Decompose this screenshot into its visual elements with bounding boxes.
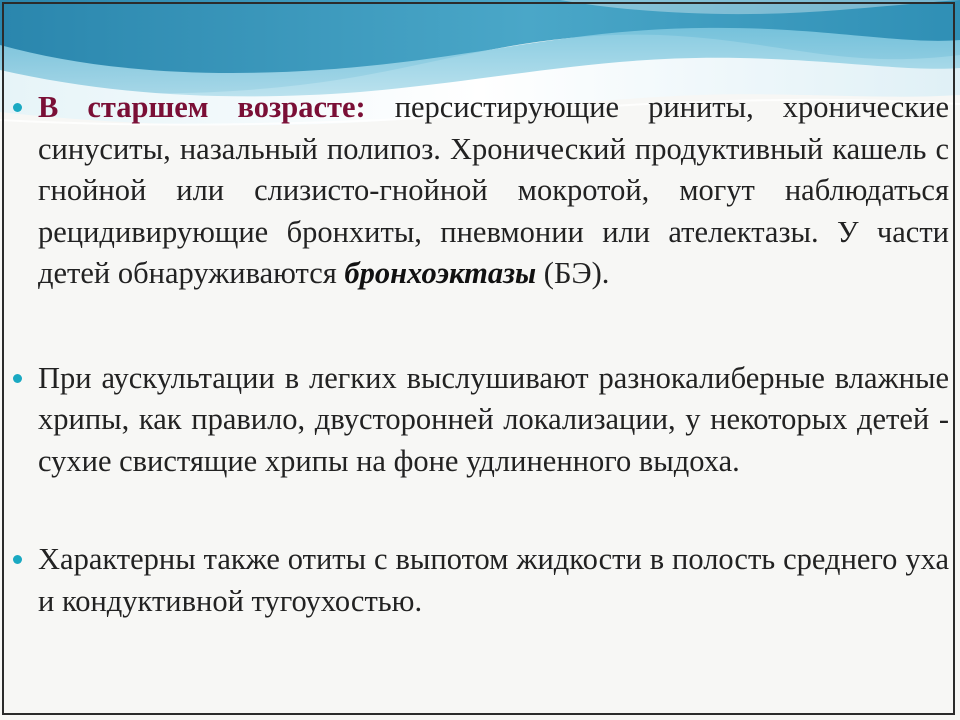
bullet-text: При аускультации в легких выслушивают разнокалиберные влажные хрипы, как правило, двусторонней локализации, у некоторых детей - сухие свистящие хрипы на фоне удлиненного выдоха.: [38, 360, 949, 478]
bullet-text: Характерны также отиты с выпотом жидкости в полость среднего уха и кондуктивной тугоухостью.: [38, 542, 949, 618]
bullet-older-age: [38, 87, 949, 295]
slide-body: [38, 87, 949, 622]
bullet-otitis: [38, 539, 949, 622]
bullet-text-part-b: (БЭ).: [536, 256, 610, 290]
bullet-term-bronchiectasis: бронхоэктазы: [344, 256, 537, 290]
bullet-text-part-a: персистирующие риниты, хронические синуситы, назальный полипоз. Хронический продуктивный кашель с гнойной или слизисто-гнойной мокротой, могут наблюдаться рецидивирующие бронхиты, пневмонии или ателектазы. У части детей обнаруживаются: [38, 90, 949, 290]
bullet-lead-heading: В старшем возрасте:: [38, 90, 366, 124]
bullet-auscultation: [38, 358, 949, 483]
